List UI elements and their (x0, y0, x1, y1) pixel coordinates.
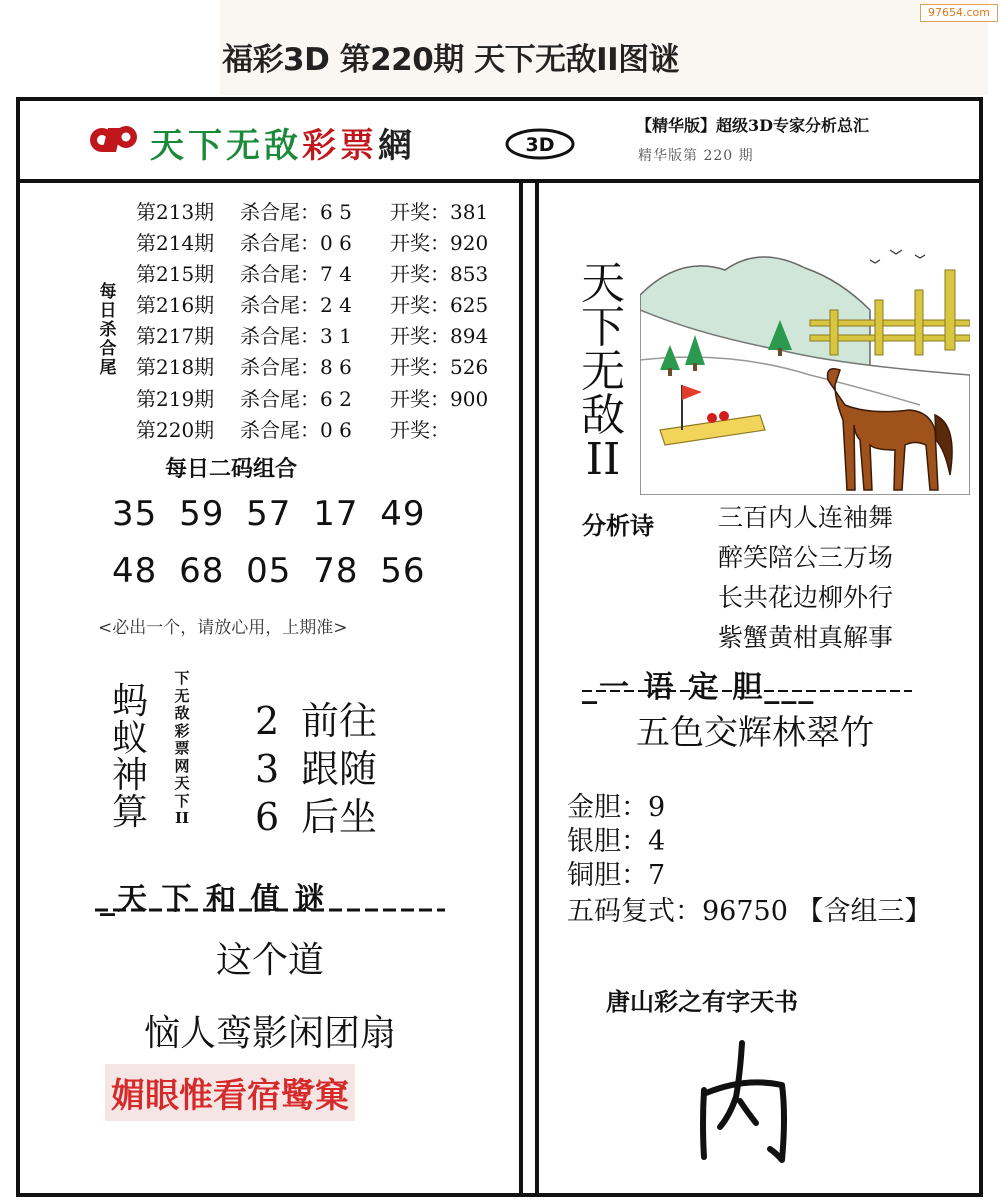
logo-text-end: 網 (378, 126, 416, 166)
page-title: 福彩3D 第220期 天下无敌II图谜 (222, 42, 680, 78)
ant-small-label: 下无敌彩票网天下II (174, 669, 190, 827)
silver-dan: 银胆：4 (567, 826, 666, 857)
ant-label: 蚂蚁神算 (111, 681, 148, 833)
poem-line: 三百内人连袖舞 (718, 503, 894, 532)
site-logo-text (150, 118, 416, 167)
copper-dan: 铜胆：7 (567, 860, 666, 891)
ant-row: 2 前往 (255, 699, 378, 743)
handwritten-character (690, 1035, 800, 1165)
kill-row: 第215期 杀合尾：7 4 开奖：853 (136, 262, 489, 286)
header-divider (16, 179, 983, 183)
sum-riddle-title: _天 下 和 值 谜 (100, 882, 327, 917)
column-divider-right (535, 180, 539, 1197)
poem-line: 醉笑陪公三万场 (718, 543, 894, 572)
poem-label: 分析诗 (582, 511, 654, 540)
five-code-compound: 五码复式：96750 【含组三】 (567, 896, 932, 927)
sum-riddle-line-1: 这个道 (215, 940, 324, 981)
one-word-text: 五色交辉林翠竹 (636, 713, 874, 753)
badge-3d-text: 3D (525, 134, 555, 156)
ant-row: 6 后坐 (255, 795, 378, 839)
badge-3d-icon (505, 128, 575, 160)
site-badge[interactable]: 97654.com (920, 4, 998, 22)
poem-line: 紫蟹黄柑真解事 (718, 623, 894, 652)
two-code-title: 每日二码组合 (165, 456, 298, 482)
two-code-row-1: 35 59 57 17 49 (112, 494, 426, 534)
header-issue-line: 精华版第 220 期 (638, 148, 754, 164)
poem-line: 长共花边柳外行 (718, 583, 894, 612)
kill-row: 第213期 杀合尾：6 5 开奖：381 (136, 200, 489, 224)
lottery-logo-icon (88, 122, 140, 158)
tangshan-title: 唐山彩之有字天书 (606, 987, 798, 1016)
two-code-note: <必出一个，请放心用，上期准> (98, 618, 348, 638)
gold-dan: 金胆：9 (567, 792, 666, 823)
logo-text-green: 天下无敌 (150, 126, 302, 166)
kill-side-label: 每日杀合尾 (99, 282, 117, 378)
kill-row: 第217期 杀合尾：3 1 开奖：894 (136, 324, 489, 348)
one-word-dash-line (582, 688, 912, 694)
ant-row: 3 跟随 (255, 747, 378, 791)
sum-riddle-line-2: 恼人鸾影闲团扇 (143, 1013, 396, 1054)
kill-row: 第220期 杀合尾：0 6 开奖： (136, 418, 450, 442)
kill-row: 第214期 杀合尾：0 6 开奖：920 (136, 231, 489, 255)
two-code-row-2: 48 68 05 78 56 (112, 551, 426, 591)
kill-row: 第218期 杀合尾：8 6 开奖：526 (136, 355, 489, 379)
sum-riddle-dash-line (95, 906, 445, 914)
sum-riddle-line-3: 媚眼惟看宿鹭窠 (105, 1064, 355, 1121)
right-vertical-title: 天下无敌II (581, 258, 625, 485)
kill-row: 第216期 杀合尾：2 4 开奖：625 (136, 293, 489, 317)
kill-row: 第219期 杀合尾：6 2 开奖：900 (136, 387, 489, 411)
horse-landscape-illustration (640, 240, 970, 495)
one-word-title: _一 语 定 胆___ (582, 670, 816, 705)
header-edition-line: 【精华版】超级3D专家分析总汇 (636, 116, 870, 135)
logo-text-red: 彩票 (302, 126, 378, 166)
